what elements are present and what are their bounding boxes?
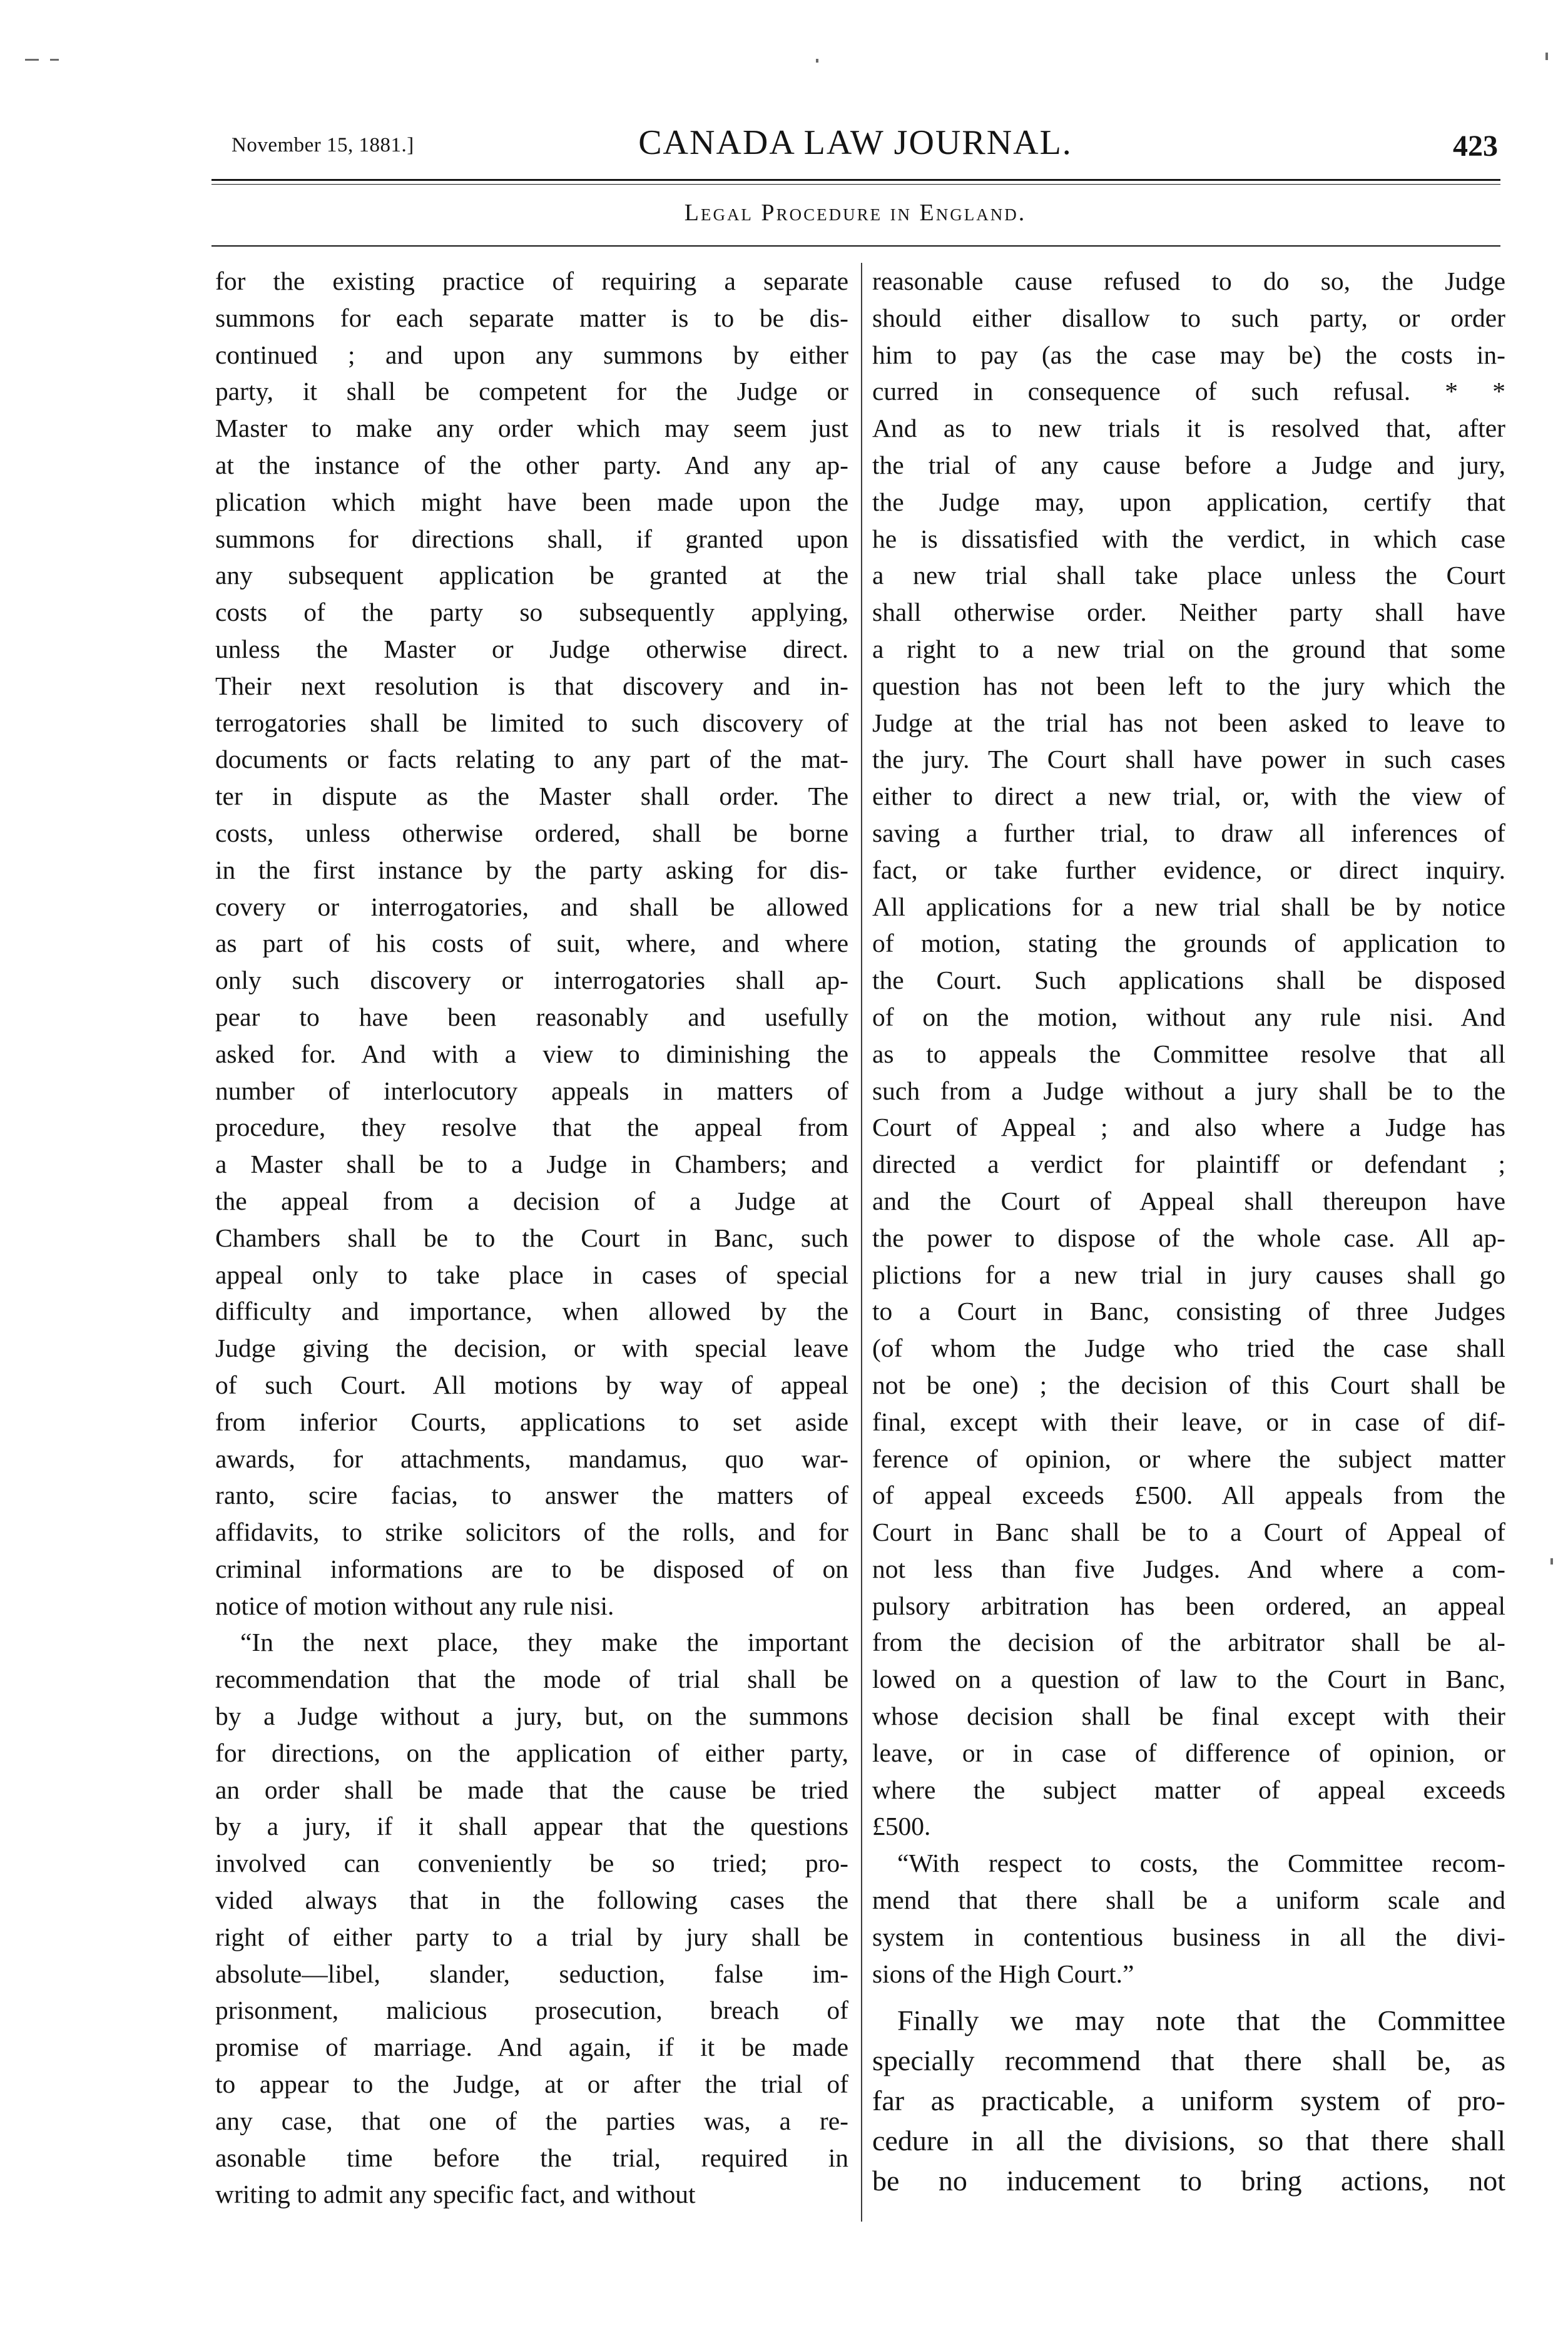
- text-line: notice of motion without any rule nisi.: [215, 1591, 614, 1620]
- text-line: by a Judge without a jury, but, on the summons: [215, 1702, 848, 1731]
- text-line: right of either party to a trial by jury shall be: [215, 1922, 848, 1951]
- text-line: as part of his costs of suit, where, and where: [215, 929, 848, 958]
- text-line: and the Court of Appeal shall thereupon have: [872, 1186, 1505, 1215]
- text-line: sions of the High Court.”: [872, 1959, 1134, 1988]
- text-line: only such discovery or interrogatories shall ap-: [215, 966, 848, 995]
- text-line: directed a verdict for plaintiff or defendant ;: [872, 1150, 1505, 1179]
- text-line: plictions for a new trial in jury causes shall go: [872, 1260, 1505, 1289]
- text-line: the trial of any cause before a Judge and jury,: [872, 450, 1505, 479]
- text-line: documents or facts relating to any part of the mat-: [215, 745, 848, 774]
- text-line: awards, for attachments, mandamus, quo war-: [215, 1444, 848, 1473]
- scan-speck: [1545, 53, 1548, 60]
- text-line: And as to new trials it is resolved that, after: [872, 414, 1505, 443]
- text-line: of motion, stating the grounds of application to: [872, 929, 1505, 958]
- text-line: “In the next place, they make the important: [240, 1628, 848, 1657]
- text-line: for directions, on the application of either party,: [215, 1738, 848, 1767]
- paragraph-gap: [872, 1992, 1505, 2001]
- text-line: question has not been left to the jury which the: [872, 671, 1505, 700]
- text-line: £500.: [872, 1812, 931, 1841]
- text-line: summons for each separate matter is to be dis-: [215, 303, 848, 332]
- text-line: specially recommend that there shall be, as: [872, 2044, 1505, 2077]
- text-line: saving a further trial, to draw all inferences of: [872, 818, 1505, 847]
- text-line: should either disallow to such party, or order: [872, 303, 1505, 332]
- text-line: unless the Master or Judge otherwise direct.: [215, 634, 848, 663]
- running-head: [213, 123, 1498, 173]
- text-line: the jury. The Court shall have power in such cases: [872, 745, 1505, 774]
- text-line: curred in consequence of such refusal. * *: [872, 377, 1505, 406]
- text-line: shall otherwise order. Neither party shall have: [872, 598, 1505, 627]
- text-line: procedure, they resolve that the appeal from: [215, 1113, 848, 1142]
- text-line: for the existing practice of requiring a separate: [215, 267, 848, 295]
- text-line: of on the motion, without any rule nisi. And: [872, 1002, 1505, 1031]
- text-line: he is dissatisfied with the verdict, in which case: [872, 524, 1505, 553]
- text-line: Court of Appeal ; and also where a Judge has: [872, 1113, 1505, 1142]
- text-line: a Master shall be to a Judge in Chambers; and: [215, 1150, 848, 1179]
- text-line: of appeal exceeds £500. All appeals from the: [872, 1481, 1505, 1510]
- text-line: the appeal from a decision of a Judge at: [215, 1186, 848, 1215]
- text-line: to a Court in Banc, consisting of three Judges: [872, 1297, 1505, 1326]
- text-line: writing to admit any specific fact, and without: [215, 2180, 696, 2209]
- text-line: (of whom the Judge who tried the case shall: [872, 1334, 1505, 1363]
- text-line: costs of the party so subsequently applying,: [215, 598, 848, 627]
- text-line: “With respect to costs, the Committee recom-: [897, 1849, 1505, 1878]
- scan-speck: [50, 59, 59, 61]
- text-line: plication which might have been made upon the: [215, 487, 848, 516]
- text-line: reasonable cause refused to do so, the Judge: [872, 267, 1505, 295]
- text-line: system in contentious business in all the divi-: [872, 1922, 1505, 1951]
- text-line: of such Court. All motions by way of appeal: [215, 1370, 848, 1399]
- journal-title: CANADA LAW JOURNAL.: [638, 123, 1072, 162]
- text-line: recommendation that the mode of trial shall be: [215, 1665, 848, 1694]
- text-line: the power to dispose of the whole case. All ap-: [872, 1223, 1505, 1252]
- text-line: where the subject matter of appeal exceeds: [872, 1775, 1505, 1804]
- header-rule-thick: [211, 179, 1500, 181]
- text-line: any case, that one of the parties was, a re-: [215, 2106, 848, 2135]
- text-line: Judge giving the decision, or with special leave: [215, 1334, 848, 1363]
- text-line: lowed on a question of law to the Court in Banc,: [872, 1665, 1505, 1694]
- text-line: absolute—libel, slander, seduction, false im-: [215, 1959, 848, 1988]
- text-line: a new trial shall take place unless the Court: [872, 561, 1505, 590]
- text-line: asonable time before the trial, required in: [215, 2143, 848, 2172]
- text-line: terrogatories shall be limited to such discovery of: [215, 708, 848, 737]
- text-line: Judge at the trial has not been asked to leave to: [872, 708, 1505, 737]
- text-line: a right to a new trial on the ground that some: [872, 634, 1505, 663]
- text-line: involved can conveniently be so tried; pro-: [215, 1849, 848, 1878]
- text-line: be no inducement to bring actions, not: [872, 2165, 1505, 2197]
- text-line: by a jury, if it shall appear that the questions: [215, 1812, 848, 1841]
- text-line: an order shall be made that the cause be tried: [215, 1775, 848, 1804]
- text-line: pear to have been reasonably and usefully: [215, 1002, 848, 1031]
- scan-speck: [816, 59, 818, 63]
- text-line: the Judge may, upon application, certify that: [872, 487, 1505, 516]
- scan-speck: [25, 59, 39, 61]
- text-line: Court in Banc shall be to a Court of Appeal of: [872, 1518, 1505, 1547]
- text-line: far as practicable, a uniform system of pro-: [872, 2085, 1505, 2117]
- text-line: All applications for a new trial shall be by notice: [872, 892, 1505, 921]
- text-line: from the decision of the arbitrator shall be al-: [872, 1628, 1505, 1657]
- text-line: him to pay (as the case may be) the costs in-: [872, 340, 1505, 369]
- section-rule: [211, 245, 1500, 247]
- text-line: costs, unless otherwise ordered, shall be borne: [215, 818, 848, 847]
- text-line: difficulty and importance, when allowed by the: [215, 1297, 848, 1326]
- scan-speck: [1550, 1558, 1553, 1565]
- text-line: Chambers shall be to the Court in Banc, such: [215, 1223, 848, 1252]
- text-line: in the first instance by the party asking for dis-: [215, 855, 848, 884]
- text-line: the Court. Such applications shall be disposed: [872, 966, 1505, 995]
- text-line: Finally we may note that the Committee: [897, 2004, 1505, 2037]
- text-line: at the instance of the other party. And any ap-: [215, 450, 848, 479]
- section-title: Legal Procedure in England.: [684, 200, 1027, 226]
- text-line: affidavits, to strike solicitors of the rolls, and for: [215, 1518, 848, 1547]
- text-line: mend that there shall be a uniform scale and: [872, 1886, 1505, 1915]
- text-line: any subsequent application be granted at the: [215, 561, 848, 590]
- text-line: promise of marriage. And again, if it be made: [215, 2033, 848, 2062]
- issue-date: November 15, 1881.]: [232, 134, 414, 156]
- text-line: pulsory arbitration has been ordered, an appeal: [872, 1591, 1505, 1620]
- text-line: summons for directions shall, if granted upon: [215, 524, 848, 553]
- text-line: either to direct a new trial, or, with the view of: [872, 782, 1505, 811]
- text-line: not less than five Judges. And where a com-: [872, 1554, 1505, 1583]
- text-line: appeal only to take place in cases of special: [215, 1260, 848, 1289]
- header-rule-thin: [211, 184, 1500, 185]
- text-line: leave, or in case of difference of opinion, or: [872, 1738, 1505, 1767]
- text-line: party, it shall be competent for the Judge or: [215, 377, 848, 406]
- closing-paragraph: [872, 2001, 1505, 2201]
- text-line: vided always that in the following cases the: [215, 1886, 848, 1915]
- text-line: Master to make any order which may seem just: [215, 414, 848, 443]
- text-line: ter in dispute as the Master shall order. The: [215, 782, 848, 811]
- text-line: not be one) ; the decision of this Court shall be: [872, 1370, 1505, 1399]
- text-line: continued ; and upon any summons by either: [215, 340, 848, 369]
- right-column: [872, 263, 1505, 2201]
- left-column: [215, 263, 848, 2213]
- text-line: such from a Judge without a jury shall be to the: [872, 1076, 1505, 1105]
- text-line: as to appeals the Committee resolve that all: [872, 1039, 1505, 1068]
- column-divider: [861, 263, 862, 2222]
- text-line: cedure in all the divisions, so that there shall: [872, 2125, 1505, 2157]
- text-line: to appear to the Judge, at or after the trial of: [215, 2070, 848, 2099]
- page-number: 423: [1453, 130, 1498, 163]
- text-line: covery or interrogatories, and shall be allowed: [215, 892, 848, 921]
- text-line: prisonment, malicious prosecution, breach of: [215, 1996, 848, 2025]
- text-line: from inferior Courts, applications to set aside: [215, 1407, 848, 1436]
- text-line: ference of opinion, or where the subject matter: [872, 1444, 1505, 1473]
- text-line: asked for. And with a view to diminishing the: [215, 1039, 848, 1068]
- text-line: fact, or take further evidence, or direct inquiry.: [872, 855, 1505, 884]
- text-line: number of interlocutory appeals in matters of: [215, 1076, 848, 1105]
- text-line: whose decision shall be final except with their: [872, 1702, 1505, 1731]
- text-line: final, except with their leave, or in case of dif-: [872, 1407, 1505, 1436]
- text-line: ranto, scire facias, to answer the matters of: [215, 1481, 848, 1510]
- text-line: Their next resolution is that discovery and in-: [215, 671, 848, 700]
- text-line: criminal informations are to be disposed of on: [215, 1554, 848, 1583]
